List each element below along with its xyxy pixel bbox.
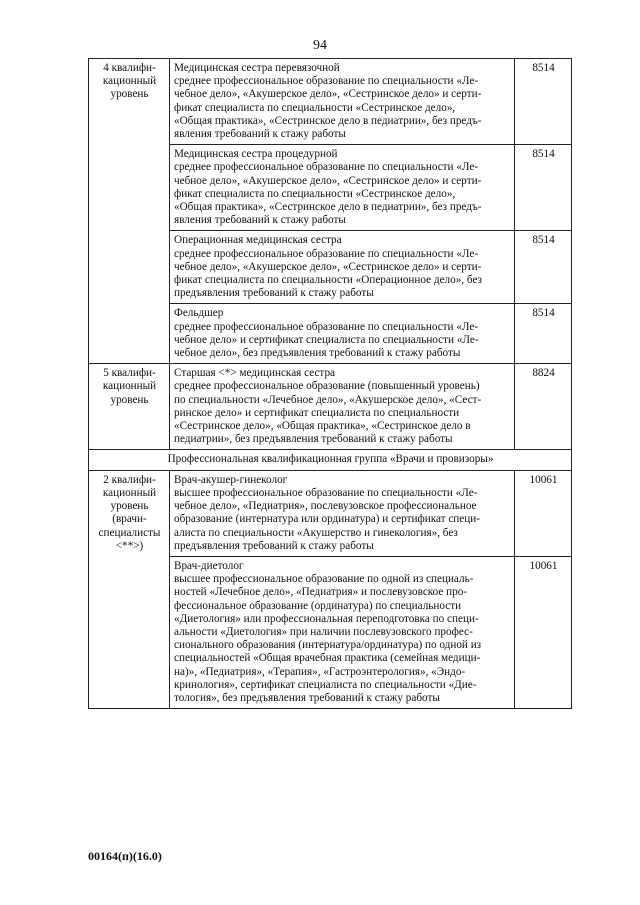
table-row	[89, 470, 572, 556]
salary-cell: 10061	[515, 556, 572, 708]
table-row	[89, 59, 572, 145]
position-description-cell: Старшая <*> медицинская сестра среднее профессиональное образование (повышенный уровень) по специальности «Лечебное дело», «Акушерское дело», «Сест- ринское дело» и сертификат специалиста по специальности «Сестринское дело», «Общая практика», «Сестринское дело в педиатрии», без предъявления требований к стажу работы	[170, 364, 515, 450]
salary-cell: 8514	[515, 304, 572, 364]
document-code: 00164(п)(16.0)	[88, 849, 162, 863]
qualification-level-cell: 4 квалифи- кационный уровень	[89, 59, 170, 364]
page-number: 94	[313, 38, 327, 53]
position-description-cell: Врач-акушер-гинеколог высшее профессиональное образование по специальности «Ле- чебное дело», «Педиатрия», послевузовское профессиональное образование (интернатура или ординатура) и сертификат специ- алиста по специальности «Акушерство и гинекология», без предъявления требований к стажу работы	[170, 470, 515, 556]
salary-cell: 10061	[515, 470, 572, 556]
salary-cell: 8514	[515, 59, 572, 145]
qualification-table	[88, 58, 572, 709]
group-title-row	[89, 450, 572, 470]
position-description-cell: Медицинская сестра перевязочной среднее профессиональное образование по специальности «Ле- чебное дело», «Акушерское дело», «Сестринское дело» и серти- фикат специалиста по специальности «Сестринское дело», «Общая практика», «Сестринское дело в педиатрии», без предъ- явления требований к стажу работы	[170, 59, 515, 145]
position-description-cell: Фельдшер среднее профессиональное образование по специальности «Ле- чебное дело» и сертификат специалиста по специальности «Ле- чебное дело», без предъявления требований к стажу работы	[170, 304, 515, 364]
salary-cell: 8824	[515, 364, 572, 450]
qualification-level-cell: 2 квалифи- кационный уровень (врачи- специалисты <**>)	[89, 470, 170, 708]
group-title-cell: Профессиональная квалификационная группа «Врачи и провизоры»	[89, 450, 572, 470]
position-description-cell: Операционная медицинская сестра среднее профессиональное образование по специальности «Ле- чебное дело», «Акушерское дело», «Сестринское дело» и серти- фикат специалиста по специальности «Операционное дело», без предъявления требований к стажу работы	[170, 231, 515, 304]
table-row	[89, 364, 572, 450]
salary-cell: 8514	[515, 145, 572, 231]
position-description-cell: Врач-диетолог высшее профессиональное образование по одной из специаль- ностей «Лечебное дело», «Педиатрия» и послевузовское про- фессиональное образование (ординатура) по специальности «Диетология» или профессиональная переподготовка по специ- альности «Диетология» при наличии послевузовского профес- сионального образования (интернатура/ординатура) по одной из специальностей «Общая врачебная практика (семейная медици- на)», «Педиатрия», «Терапия», «Гастроэнтерология», «Эндо- кринология», сертификат специалиста по специальности «Дие- тология», без предъявления требований к стажу работы	[170, 556, 515, 708]
salary-cell: 8514	[515, 231, 572, 304]
qualification-level-cell: 5 квалифи- кационный уровень	[89, 364, 170, 450]
position-description-cell: Медицинская сестра процедурной среднее профессиональное образование по специальности «Ле- чебное дело», «Акушерское дело», «Сестринское дело» и серти- фикат специалиста по специальности «Сестринское дело», «Общая практика», «Сестринское дело в педиатрии», без предъ- явления требований к стажу работы	[170, 145, 515, 231]
